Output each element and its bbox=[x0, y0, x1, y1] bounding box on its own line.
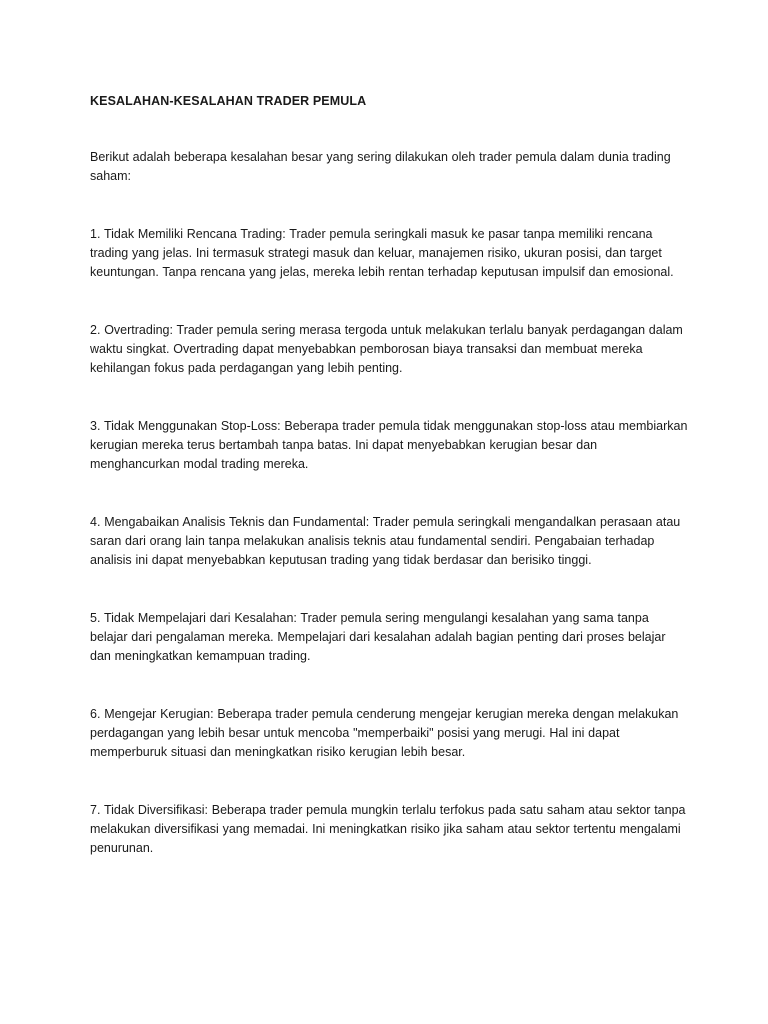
list-item-7: 7. Tidak Diversifikasi: Beberapa trader pemula mungkin terlalu terfokus pada satu saham atau sektor tanpa melakukan diversifikasi yang memadai. Ini meningkatkan risiko jika saham atau sektor tertentu mengalami penurunan. bbox=[90, 803, 686, 855]
document-title: KESALAHAN-KESALAHAN TRADER PEMULA bbox=[90, 94, 367, 108]
list-item-3: 3. Tidak Menggunakan Stop-Loss: Beberapa trader pemula tidak menggunakan stop-loss atau membiarkan kerugian mereka terus bertambah tanpa batas. Ini dapat menyebabkan kerugian besar dan menghancurkan modal trading mereka. bbox=[90, 419, 688, 471]
list-item-5: 5. Tidak Mempelajari dari Kesalahan: Trader pemula sering mengulangi kesalahan yang sama tanpa belajar dari pengalaman mereka. Mempelajari dari kesalahan adalah bagian penting dari proses belajar dan meningkatkan kemampuan trading. bbox=[90, 611, 666, 663]
list-item-1: 1. Tidak Memiliki Rencana Trading: Trader pemula seringkali masuk ke pasar tanpa memiliki rencana trading yang jelas. Ini termasuk strategi masuk dan keluar, manajemen risiko, ukuran posisi, dan target keuntungan. Tanpa rencana yang jelas, mereka lebih rentan terhadap keputusan impulsif dan emosional. bbox=[90, 227, 674, 279]
list-item-2: 2. Overtrading: Trader pemula sering merasa tergoda untuk melakukan terlalu banyak perdagangan dalam waktu singkat. Overtrading dapat menyebabkan pemborosan biaya transaksi dan membuat mereka kehilangan fokus pada perdagangan yang lebih penting. bbox=[90, 323, 683, 375]
list-item-4: 4. Mengabaikan Analisis Teknis dan Fundamental: Trader pemula seringkali mengandalkan perasaan atau saran dari orang lain tanpa melakukan analisis teknis atau fundamental sendiri. Pengabaian terhadap analisis ini dapat menyebabkan keputusan trading yang tidak berdasar dan berisiko tinggi. bbox=[90, 515, 681, 567]
list-item-6: 6. Mengejar Kerugian: Beberapa trader pemula cenderung mengejar kerugian mereka dengan melakukan perdagangan yang lebih besar untuk mencoba "memperbaiki" posisi yang merugi. Hal ini dapat memperburuk situasi dan meningkatkan risiko kerugian lebih besar. bbox=[90, 707, 679, 759]
intro-paragraph: Berikut adalah beberapa kesalahan besar yang sering dilakukan oleh trader pemula dalam dunia trading saham: bbox=[90, 150, 671, 183]
document-body bbox=[90, 92, 690, 897]
